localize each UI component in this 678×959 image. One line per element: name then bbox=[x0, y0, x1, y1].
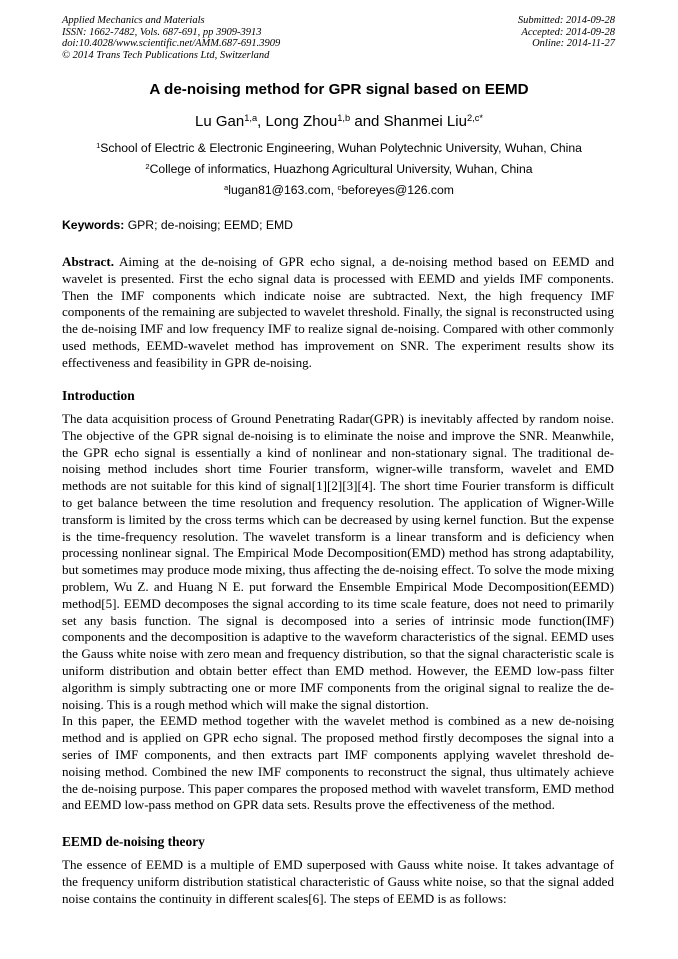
author-line bbox=[0, 113, 678, 130]
journal-header-left bbox=[62, 15, 280, 61]
abstract-text: Aiming at the de-noising of GPR echo signal, a de-noising method based on EEMD and wavelet is presented. First the echo signal data is processed with EEMD and yields IMF components. Then the IMF components which indicate noise are subtracted. Next, the high frequency IMF components of the remaining are subjected to wavelet threshold. Finally, the signal is reconstructed using the de-noising IMF and low frequency IMF to realize signal de-noising. Compared with other commonly used methods, EEMD-wavelet method has improvement on SNR. The experiment results show its effectiveness and feasibility in GPR de-noising. bbox=[62, 254, 614, 370]
keywords-text: GPR; de-noising; EEMD; EMD bbox=[127, 218, 293, 232]
introduction-body bbox=[62, 411, 614, 814]
author-sep: , bbox=[257, 113, 266, 130]
email-sep: , bbox=[330, 183, 338, 197]
author-sep: and bbox=[350, 113, 384, 130]
email-sup: a bbox=[224, 182, 229, 192]
introduction-heading: Introduction bbox=[62, 388, 135, 403]
doi: doi:10.4028/www.scientific.net/AMM.687-691.3909 bbox=[62, 38, 281, 50]
keywords bbox=[62, 218, 293, 232]
intro-paragraph-1: The data acquisition process of Ground Penetrating Radar(GPR) is inevitably affected by random noise. The objective of the GPR signal de-noising is to eliminate the noise and improve the SNR. Meanwhile, the GPR echo signal is essentially a kind of nonlinear and non-stationary signal. The traditional de-noising method includes short time Fourier transform, wigner-wille transform, wavelet and EMD methods are not suitable for this kind of signal[1][2][3][4]. The short time Fourier transform is difficult to get balance between the time resolution and frequency resolution. The application of Wigner-Wille transform is limited by the cross terms which can be decreased by using kernel function. But the expense is the time-frequency resolution. The wavelet transform is a linear transform and is deficiency when processing nonlinear signal. The Empirical Mode Decomposition(EMD) method has strong adaptability, but sometimes may produce mode mixing, thus affecting the de-noising effect. To solve the mode mixing problem, Wu Z. and Huang N E. put forward the Ensemble Empirical Mode Decomposition(EEMD) method[5]. EEMD decomposes the signal according to its time scale feature, does not need to primarily set any basis function. The signal is decomposed into a series of intrinsic mode function(IMF) components and the decomposition is adaptive to the waveform characteristics of the signal. EEMD uses the Gauss white noise with zero mean and frequency distribution, so that the signal characteristic scale is uniform distribution and obtain better effect than EMD method. However, the EEMD low-pass filter algorithm is simply subtracting one or more IMF components from the original signal to realize the de-noising. This is a rough method which will make the signal distortion. bbox=[62, 411, 614, 712]
intro-paragraph-2: In this paper, the EEMD method together with the wavelet method is combined as a new de-noising method and is applied on GPR echo signal. The proposed method firstly decomposes the signal into a series of IMF components, and then extracts part IMF components applying wavelet threshold de-noising method. Combined the new IMF components to reconstruct the signal, thus ultimately achieve the de-noising purpose. This paper compares the proposed method with wavelet transform, EMD method and EEMD low-pass method on GPR data sets. Results prove the effectiveness of the method. bbox=[62, 713, 614, 813]
copyright: © 2014 Trans Tech Publications Ltd, Switzerland bbox=[62, 49, 270, 61]
affiliation-sup: 1 bbox=[96, 140, 101, 150]
abstract bbox=[62, 254, 614, 372]
paper-title: A de-noising method for GPR signal based on EEMD bbox=[149, 81, 529, 98]
journal-name: Applied Mechanics and Materials bbox=[62, 15, 205, 26]
email-line bbox=[0, 183, 678, 197]
submitted-date: Submitted: 2014-09-28 bbox=[517, 15, 615, 26]
email-a[interactable]: lugan81@163.com bbox=[228, 183, 331, 197]
author-sup: 2,c* bbox=[466, 112, 483, 123]
email-sup: c bbox=[337, 182, 342, 192]
accepted-date: Accepted: 2014-09-28 bbox=[521, 26, 615, 38]
author-name: Shanmei Liu bbox=[383, 113, 467, 130]
issn: ISSN: 1662-7482, Vols. 687-691, pp 3909-3913 bbox=[62, 26, 262, 38]
author-sup: 1,a bbox=[244, 112, 258, 123]
affiliation-2 bbox=[0, 162, 678, 176]
keywords-label: Keywords: bbox=[62, 218, 125, 232]
eemd-heading: EEMD de-noising theory bbox=[62, 834, 205, 849]
eemd-paragraph: The essence of EEMD is a multiple of EMD superposed with Gauss white noise. It takes advantage of the frequency uniform distribution statistical characteristic of Gauss white noise, so that the signal added noise contains the continuity in different scales[6]. The steps of EEMD is as follows: bbox=[62, 857, 614, 906]
eemd-body bbox=[62, 857, 614, 907]
affiliation-sup: 2 bbox=[145, 161, 150, 171]
author-name: Long Zhou bbox=[265, 113, 338, 130]
affiliation-1 bbox=[0, 141, 678, 155]
affiliation-text: School of Electric & Electronic Engineering, Wuhan Polytechnic University, Wuhan, China bbox=[100, 141, 582, 155]
journal-header-right bbox=[518, 15, 615, 50]
author-name: Lu Gan bbox=[195, 113, 245, 130]
abstract-label: Abstract. bbox=[62, 254, 114, 269]
email-c[interactable]: beforeyes@126.com bbox=[341, 183, 454, 197]
online-date: Online: 2014-11-27 bbox=[532, 38, 615, 50]
author-sup: 1,b bbox=[337, 112, 351, 123]
affiliation-text: College of informatics, Huazhong Agricultural University, Wuhan, China bbox=[149, 162, 533, 176]
